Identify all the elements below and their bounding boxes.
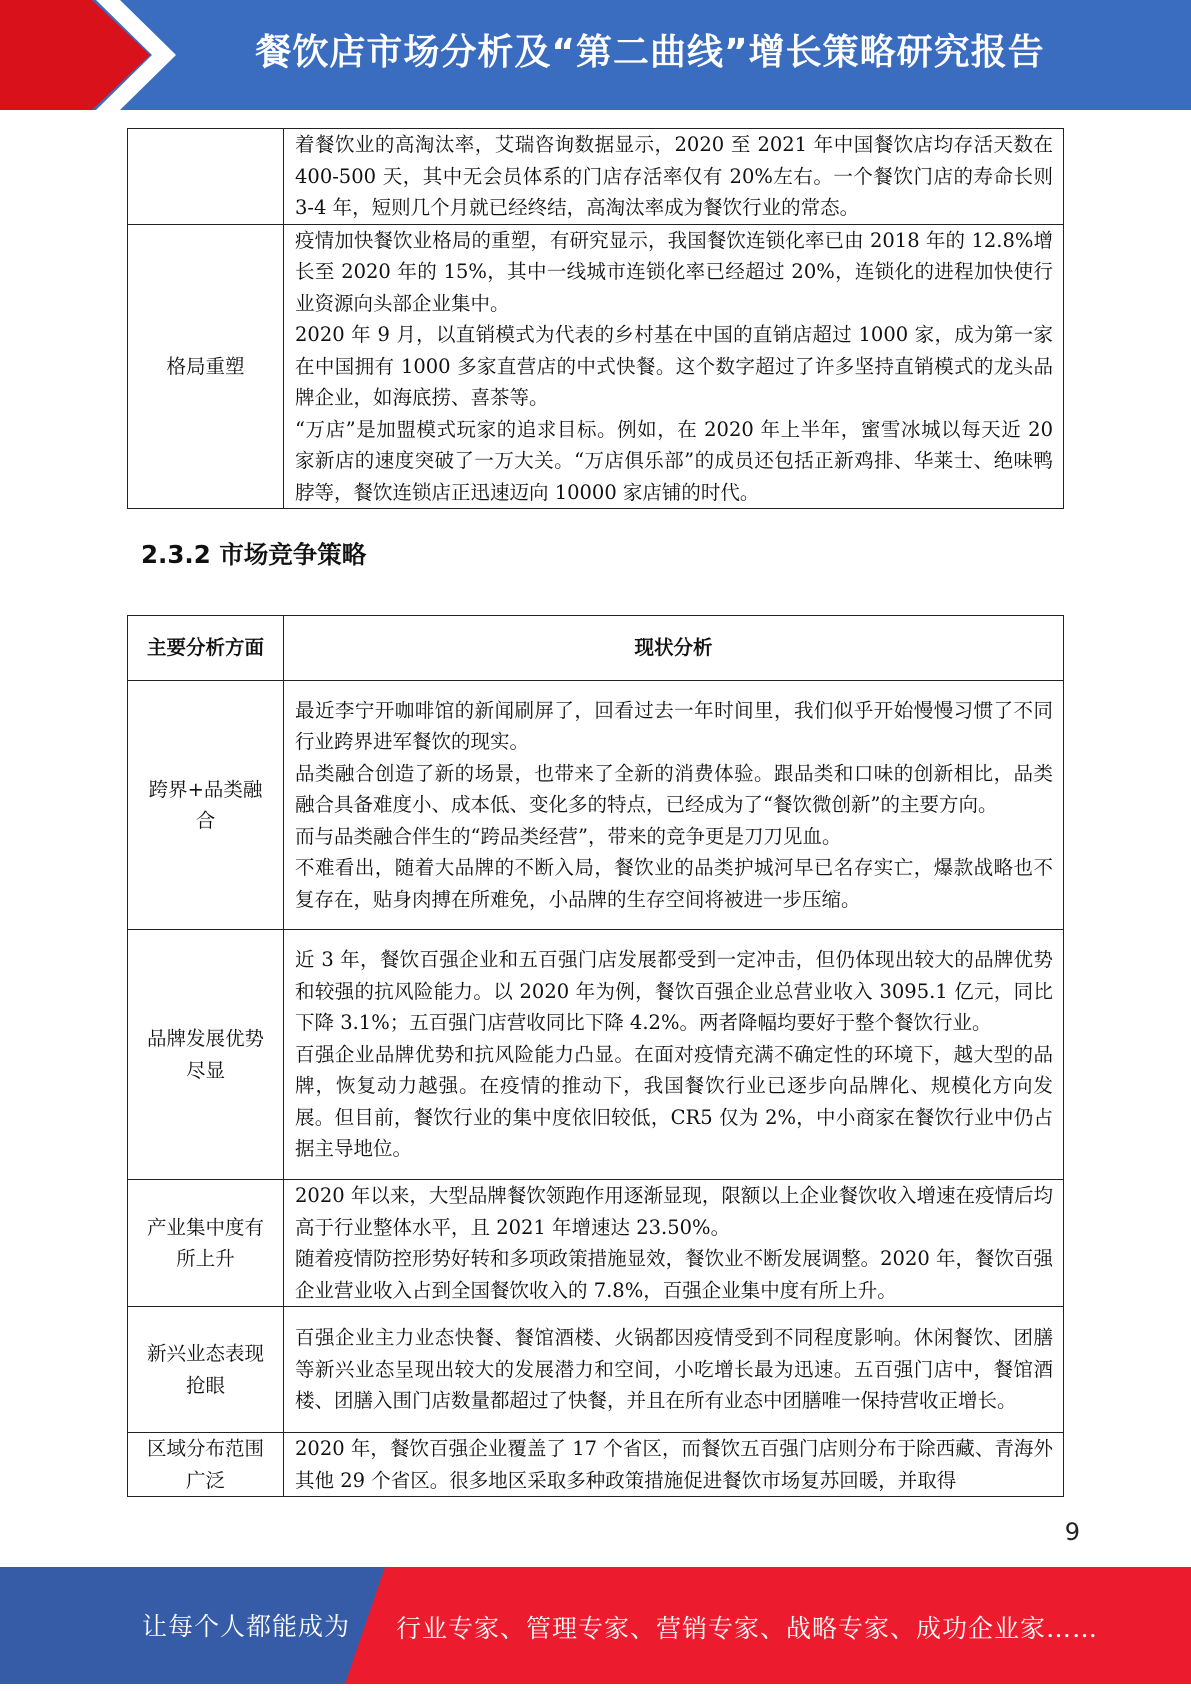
- paragraph: 2020 年，餐饮百强企业覆盖了 17 个省区，而餐饮五百强门店则分布于除西藏、青海外其他 29 个省区。很多地区采取多种政策措施促进餐饮市场复苏回暖，并取得: [295, 1437, 1053, 1492]
- table-row: [128, 129, 1064, 225]
- aspect-cell: 新兴业态表现抢眼: [128, 1307, 284, 1433]
- footer-slogan-left: 让每个人都能成为: [142, 1612, 351, 1641]
- paragraph: 不难看出，随着大品牌的不断入局，餐饮业的品类护城河早已名存实亡，爆款战略也不复存在，贴身肉搏在所难免，小品牌的生存空间将被进一步压缩。: [295, 856, 1053, 911]
- paragraph: 百强企业主力业态快餐、餐馆酒楼、火锅都因疫情受到不同程度影响。休闲餐饮、团膳等新兴业态呈现出较大的发展潜力和空间，小吃增长最为迅速。五百强门店中，餐馆酒楼、团膳入围门店数量都超过了快餐，并且在所有业态中团膳唯一保持营收正增长。: [295, 1326, 1053, 1413]
- report-title: 餐饮店市场分析及“第二曲线”增长策略研究报告: [255, 32, 1045, 73]
- table-row: [128, 1433, 1064, 1497]
- analysis-cell: [284, 681, 1064, 930]
- column-header-aspect: 主要分析方面: [128, 616, 284, 681]
- aspect-cell: 品牌发展优势尽显: [128, 930, 284, 1180]
- page-footer: [0, 1567, 1191, 1684]
- table-row: [128, 1180, 1064, 1307]
- table-row: [128, 681, 1064, 930]
- aspect-cell: 产业集中度有所上升: [128, 1180, 284, 1307]
- paragraph: 百强企业品牌优势和抗风险能力凸显。在面对疫情充满不确定性的环境下，越大型的品牌，恢复动力越强。在疫情的推动下，我国餐饮行业已逐步向品牌化、规模化方向发展。但目前，餐饮行业的集中度依旧较低，CR5 仅为 2%，中小商家在餐饮行业中仍占据主导地位。: [295, 1042, 1053, 1161]
- table-row: [128, 930, 1064, 1180]
- aspect-cell: 区域分布范围广泛: [128, 1433, 284, 1497]
- analysis-cell: [284, 930, 1064, 1180]
- paragraph: 随着疫情防控形势好转和多项政策措施显效，餐饮业不断发展调整。2020 年，餐饮百强企业营业收入占到全国餐饮收入的 7.8%，百强企业集中度有所上升。: [295, 1247, 1053, 1302]
- analysis-cell: [284, 1433, 1064, 1497]
- paragraph: 2020 年以来，大型品牌餐饮领跑作用逐渐显现，限额以上企业餐饮收入增速在疫情后均高于行业整体水平，且 2021 年增速达 23.50%。: [295, 1184, 1053, 1239]
- page-header: [0, 0, 1191, 110]
- paragraph: 2020 年 9 月，以直销模式为代表的乡村基在中国的直销店超过 1000 家，成为第一家在中国拥有 1000 多家直营店的中式快餐。这个数字超过了许多坚持直销模式的龙头品牌企业，如海底捞、喜茶等。: [295, 323, 1053, 409]
- paragraph: 近 3 年，餐饮百强企业和五百强门店发展都受到一定冲击，但仍体现出较大的品牌优势和较强的抗风险能力。以 2020 年为例，餐饮百强企业总营业收入 3095.1 亿元，同比下降 3.1%；五百强门店营收同比下降 4.2%。两者降幅均要好于整个餐饮行业。: [295, 948, 1053, 1035]
- table-header-row: [128, 616, 1064, 681]
- aspect-cell: [128, 129, 284, 225]
- table-row: [128, 224, 1064, 509]
- analysis-cell: [284, 224, 1064, 509]
- analysis-cell: [284, 1307, 1064, 1433]
- competition-strategy-table: [127, 615, 1064, 1497]
- column-header-analysis: 现状分析: [284, 616, 1064, 681]
- paragraph: 品类融合创造了新的场景，也带来了全新的消费体验。跟品类和口味的创新相比，品类融合具备难度小、成本低、变化多的特点，已经成为了“餐饮微创新”的主要方向。: [295, 761, 1053, 817]
- aspect-cell: 跨界+品类融合: [128, 681, 284, 930]
- continuation-table: [127, 128, 1064, 509]
- aspect-cell: 格局重塑: [128, 224, 284, 509]
- analysis-cell: [284, 129, 1064, 225]
- page-number: 9: [1064, 1518, 1080, 1546]
- section-heading: 2.3.2 市场竞争策略: [141, 540, 367, 569]
- paragraph: 疫情加快餐饮业格局的重塑，有研究显示，我国餐饮连锁化率已由 2018 年的 12.8%增长至 2020 年的 15%，其中一线城市连锁化率已经超过 20%，连锁化的进程加快使行业资源向头部企业集中。: [295, 228, 1053, 315]
- paragraph: 着餐饮业的高淘汰率，艾瑞咨询数据显示，2020 至 2021 年中国餐饮店均存活天数在 400-500 天，其中无会员体系的门店存活率仅有 20%左右。一个餐饮门店的寿命长则 3-4 年，短则几个月就已经终结，高淘汰率成为餐饮行业的常态。: [295, 133, 1053, 219]
- footer-slogan-right: 行业专家、管理专家、营销专家、战略专家、成功企业家……: [396, 1614, 1099, 1643]
- paragraph: 最近李宁开咖啡馆的新闻刷屏了，回看过去一年时间里，我们似乎开始慢慢习惯了不同行业跨界进军餐饮的现实。: [295, 698, 1053, 754]
- paragraph: 而与品类融合伴生的“跨品类经营”，带来的竞争更是刀刀见血。: [295, 824, 842, 848]
- table-row: [128, 1307, 1064, 1433]
- paragraph: “万店”是加盟模式玩家的追求目标。例如，在 2020 年上半年，蜜雪冰城以每天近 20 家新店的速度突破了一万大关。“万店俱乐部”的成员还包括正新鸡排、华莱士、绝味鸭脖等，餐饮连锁店正迅速迈向 10000 家店铺的时代。: [295, 417, 1053, 504]
- analysis-cell: [284, 1180, 1064, 1307]
